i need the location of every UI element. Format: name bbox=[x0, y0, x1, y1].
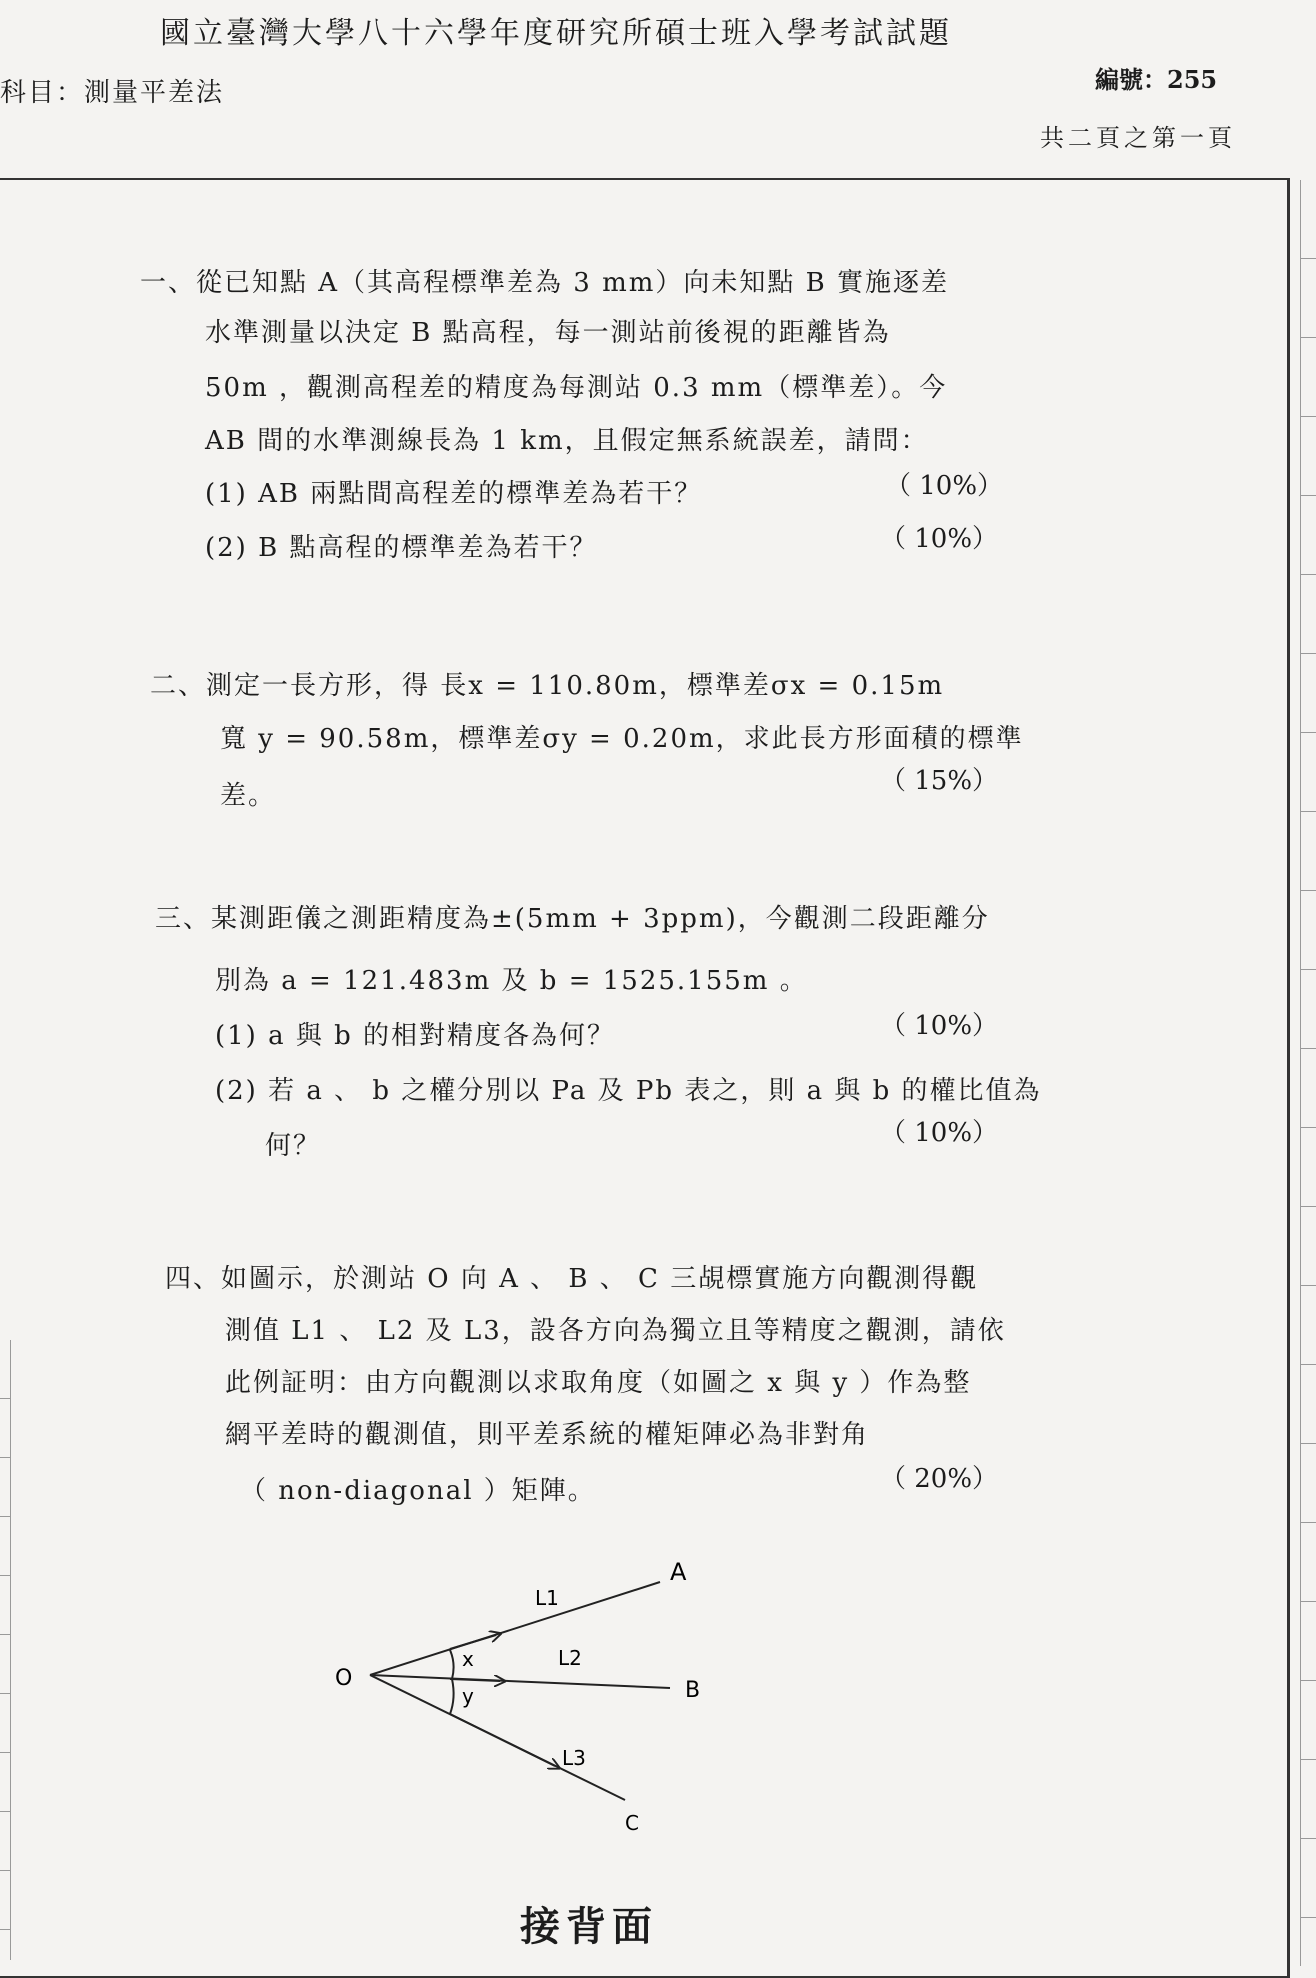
ray-ob bbox=[370, 1675, 670, 1688]
label-b: B bbox=[685, 1678, 701, 1703]
label-x: x bbox=[462, 1647, 474, 1671]
label-l1: L1 bbox=[535, 1586, 559, 1610]
q1-score-2: （ 10%） bbox=[880, 524, 999, 554]
q1-line-1: 一、從已知點 A（其高程標準差為 3 mm）向未知點 B 實施逐差 bbox=[140, 268, 950, 298]
label-c: C bbox=[625, 1811, 639, 1835]
q3-sub-2: (2) 若 a 、 b 之權分別以 Pa 及 Pb 表之，則 a 與 b 的權比值為 bbox=[215, 1076, 1042, 1106]
q4-line-2: 測值 L1 、 L2 及 L3，設各方向為獨立且等精度之觀測，請依 bbox=[225, 1316, 1006, 1346]
q1-sub-2: (2) B 點高程的標準差為若干？ bbox=[205, 533, 598, 563]
q1-sub-1: (1) AB 兩點間高程差的標準差為若干？ bbox=[205, 479, 703, 509]
q4-line-1: 四、如圖示，於測站 O 向 A 、 B 、 C 三覘標實施方向觀測得觀 bbox=[165, 1264, 979, 1294]
label-y: y bbox=[462, 1684, 474, 1708]
q1-score-1: （ 10%） bbox=[885, 471, 1004, 501]
q4-score: （ 20%） bbox=[880, 1464, 999, 1494]
ray-oa bbox=[370, 1582, 660, 1675]
exam-title: 國立臺灣大學八十六學年度研究所碩士班入學考試試題 bbox=[160, 16, 952, 51]
page-number: 共二頁之第一頁 bbox=[1040, 124, 1236, 152]
angle-arc-x bbox=[450, 1650, 454, 1679]
exam-code: 編號：255 bbox=[1095, 65, 1218, 94]
q4-line-3: 此例証明：由方向觀測以求取角度（如圖之 x 與 y ）作為整 bbox=[225, 1368, 972, 1398]
q4-line-4: 網平差時的觀測值，則平差系統的權矩陣必為非對角 bbox=[225, 1420, 870, 1450]
q1-line-3: 50m ，觀測高程差的精度為每測站 0.3 mm（標準差）。今 bbox=[205, 373, 948, 403]
margin-ruling bbox=[1300, 180, 1316, 1966]
direction-diagram bbox=[300, 1540, 740, 1840]
q2-line-3: 差。 bbox=[220, 781, 277, 811]
footer-note: 接背面 bbox=[520, 1903, 658, 1950]
q2-score: （ 15%） bbox=[880, 766, 999, 796]
subject-label: 科目：測量平差法 bbox=[0, 78, 225, 108]
angle-arc-y bbox=[450, 1679, 454, 1714]
label-o: O bbox=[335, 1666, 353, 1691]
q3-sub-2-cont: 何？ bbox=[265, 1131, 322, 1161]
q2-line-1: 二、測定一長方形，得 長x = 110.80m，標準差σx = 0.15m bbox=[150, 671, 945, 701]
q3-sub-1: (1) a 與 b 的相對精度各為何？ bbox=[215, 1021, 616, 1051]
label-l3: L3 bbox=[562, 1746, 586, 1770]
q3-score-1: （ 10%） bbox=[880, 1011, 999, 1041]
q3-score-2: （ 10%） bbox=[880, 1118, 999, 1148]
q3-line-2: 別為 a = 121.483m 及 b = 1525.155m 。 bbox=[215, 966, 808, 996]
q4-line-5: （ non-diagonal ）矩陣。 bbox=[240, 1476, 596, 1506]
q2-line-2: 寬 y = 90.58m，標準差σy = 0.20m，求此長方形面積的標準 bbox=[220, 724, 1024, 754]
q1-line-2: 水準測量以決定 B 點高程，每一測站前後視的距離皆為 bbox=[205, 318, 891, 348]
margin-ruling-left bbox=[0, 1340, 11, 1960]
label-l2: L2 bbox=[558, 1646, 582, 1670]
q1-line-4: AB 間的水準測線長為 1 km，且假定無系統誤差，請問： bbox=[205, 426, 929, 456]
q3-line-1: 三、某測距儀之測距精度為±(5mm + 3ppm)，今觀測二段距離分 bbox=[155, 904, 990, 934]
label-a: A bbox=[670, 1558, 687, 1586]
